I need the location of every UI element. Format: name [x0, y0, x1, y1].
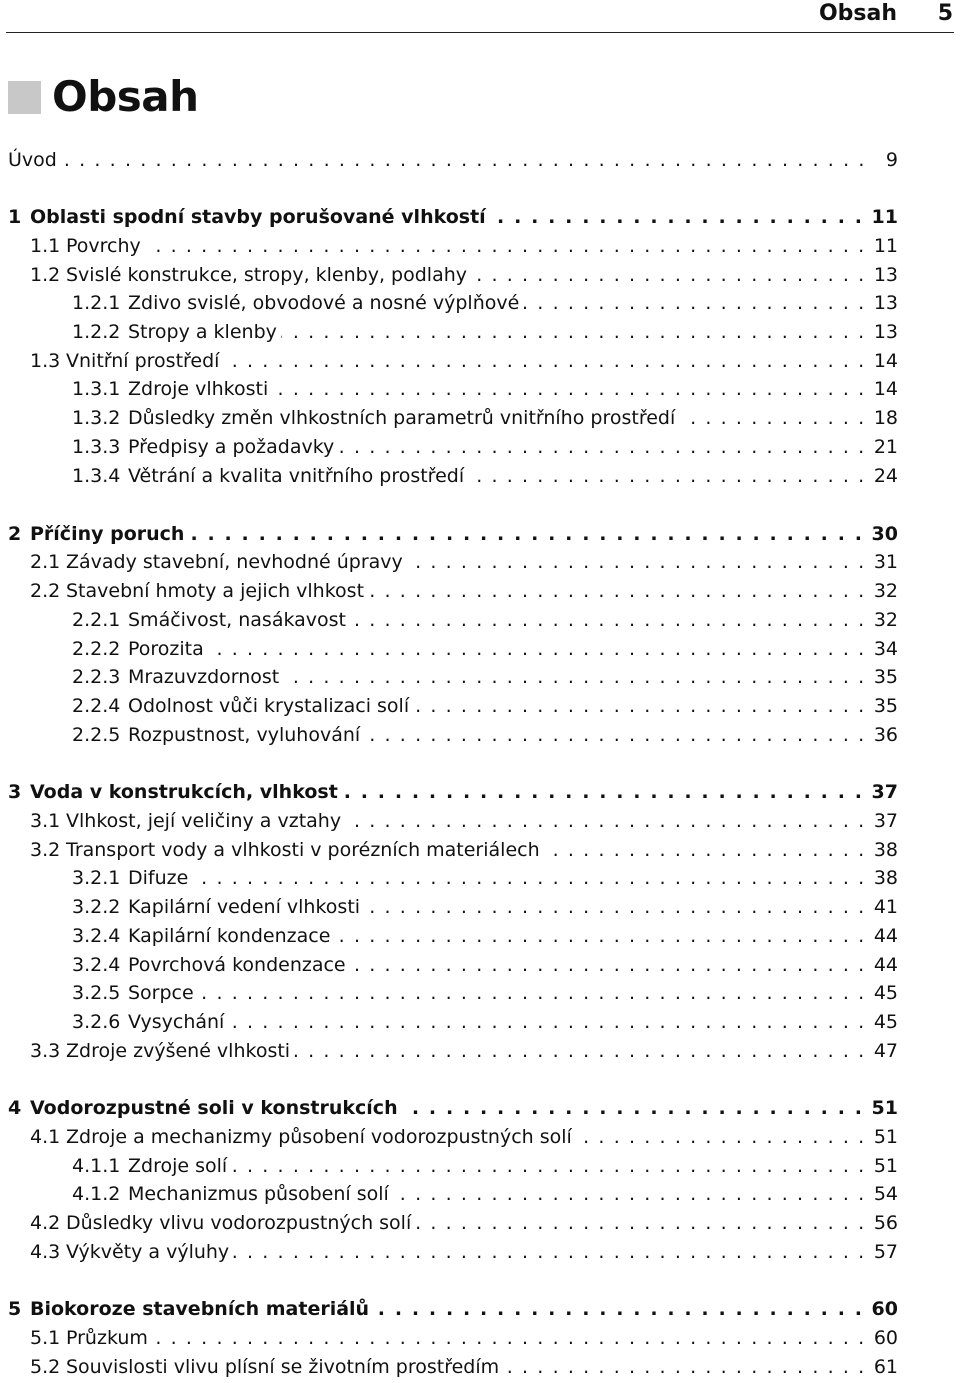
running-title: Obsah	[818, 1, 897, 26]
toc-entry[interactable]	[8, 1210, 898, 1237]
toc-entry-label: Zdivo svislé, obvodové a nosné výplňové	[128, 292, 520, 314]
toc-entry-number: 1.3.2	[72, 407, 121, 429]
toc-entry-page: 14	[873, 350, 898, 372]
toc-entry-label: Vysychání	[128, 1011, 225, 1033]
toc-entry-page: 11	[873, 235, 898, 257]
toc-entry-number: 3.2.2	[72, 896, 121, 918]
toc-entry[interactable]	[8, 722, 898, 749]
toc-entry-number: 1	[8, 206, 22, 228]
dot-leader	[468, 463, 866, 490]
toc-entry-label: Transport vody a vlhkosti v porézních materiálech	[66, 839, 540, 861]
toc-entry[interactable]	[8, 808, 898, 835]
toc-entry-number: 3.2.4	[72, 954, 121, 976]
dot-leader	[231, 1153, 866, 1180]
toc-entry-number: 3.2.5	[72, 982, 121, 1004]
heading-square-icon	[8, 81, 41, 114]
dot-leader	[294, 1038, 866, 1065]
dot-leader	[188, 521, 863, 548]
toc-entry-number: 4.1	[30, 1126, 61, 1148]
toc-entry-page: 44	[873, 925, 898, 947]
toc-entry-label: Příčiny poruch	[30, 523, 185, 545]
toc-entry-page: 13	[873, 321, 898, 343]
toc-entry[interactable]	[8, 1153, 898, 1180]
dot-leader	[223, 348, 865, 375]
toc-entry-label: Zdroje a mechanizmy působení vodorozpustných solí	[66, 1126, 572, 1148]
toc-entry[interactable]	[8, 923, 898, 950]
toc-entry[interactable]	[8, 636, 898, 663]
toc-entry[interactable]	[8, 1038, 898, 1065]
toc-entry[interactable]	[8, 693, 898, 720]
dot-leader	[373, 1296, 863, 1323]
toc-entry-number: 2.2.2	[72, 638, 121, 660]
dot-leader	[402, 1095, 864, 1122]
dot-leader	[208, 636, 866, 663]
toc-entry[interactable]	[8, 865, 898, 892]
toc-entry-page: 38	[873, 839, 898, 861]
toc-entry-number: 3.2.4	[72, 925, 121, 947]
toc-entry-page: 13	[873, 264, 898, 286]
toc-entry[interactable]	[8, 980, 898, 1007]
toc-entry-label: Sorpce	[128, 982, 194, 1004]
toc-entry-label: Svislé konstrukce, stropy, klenby, podlahy	[66, 264, 468, 286]
toc-entry-page: 47	[873, 1040, 898, 1062]
toc-entry[interactable]	[8, 1325, 898, 1352]
toc-entry-label: Průzkum	[66, 1327, 148, 1349]
toc-entry[interactable]	[8, 779, 898, 806]
toc-entry-number: 5.1	[30, 1327, 61, 1349]
toc-entry-number: 1.3	[30, 350, 61, 372]
toc-entry[interactable]	[8, 664, 898, 691]
toc-entry-page: 56	[873, 1212, 898, 1234]
toc-entry-page: 37	[873, 810, 898, 832]
dot-leader	[345, 808, 866, 835]
toc-entry-label: Kapilární vedení vlhkosti	[128, 896, 361, 918]
toc-entry-label: Stavební hmoty a jejich vlhkost	[66, 580, 365, 602]
toc-entry-label: Povrchová kondenzace	[128, 954, 346, 976]
toc-entry-label: Biokoroze stavebních materiálů	[30, 1298, 370, 1320]
toc-entry-page: 45	[873, 1011, 898, 1033]
page-header	[0, 0, 960, 36]
toc-entry-label: Kapilární kondenzace	[128, 925, 331, 947]
dot-leader	[407, 549, 866, 576]
dot-leader	[415, 1210, 866, 1237]
page-number: 5	[937, 1, 953, 26]
toc-entry-page: 37	[871, 781, 898, 803]
toc-entry-page: 30	[871, 523, 898, 545]
toc-entry-page: 45	[873, 982, 898, 1004]
dot-leader	[544, 837, 866, 864]
toc-entry-label: Voda v konstrukcích, vlhkost	[30, 781, 338, 803]
toc-entry[interactable]	[8, 434, 898, 461]
toc-entry-number: 1.3.1	[72, 378, 121, 400]
toc-entry-label: Důsledky změn vlhkostních parametrů vnitřního prostředí	[128, 407, 676, 429]
toc-entry-number: 5	[8, 1298, 22, 1320]
toc-entry-number: 1.2.1	[72, 292, 121, 314]
toc-entry-label: Stropy a klenby	[128, 321, 277, 343]
toc-entry-page: 35	[873, 695, 898, 717]
toc-entry-label: Porozita	[128, 638, 204, 660]
page-heading	[8, 72, 199, 122]
toc-entry-page: 51	[873, 1126, 898, 1148]
toc-entry-label: Oblasti spodní stavby porušované vlhkostí	[30, 206, 486, 228]
toc-entry[interactable]	[8, 204, 898, 231]
toc-entry-number: 1.2	[30, 264, 61, 286]
toc-entry[interactable]	[8, 1095, 898, 1122]
dot-leader	[152, 1325, 866, 1352]
toc-entry-number: 5.2	[30, 1356, 61, 1378]
toc-entry-page: 21	[873, 436, 898, 458]
toc-entry[interactable]	[8, 837, 898, 864]
toc-entry-number: 4	[8, 1097, 22, 1119]
toc-entry-page: 36	[873, 724, 898, 746]
dot-leader	[364, 894, 866, 921]
toc-entry-label: Vnitřní prostředí	[66, 350, 220, 372]
toc-entry-label: Rozpustnost, vyluhování	[128, 724, 361, 746]
toc-entry-label: Odolnost vůči krystalizaci solí	[128, 695, 410, 717]
toc-entry[interactable]	[8, 262, 898, 289]
toc-entry-page: 31	[873, 551, 898, 573]
dot-leader	[145, 233, 866, 260]
toc-entry-label: Zdroje solí	[128, 1155, 228, 1177]
toc-entry[interactable]	[8, 233, 898, 260]
toc-entry-page: 51	[871, 1097, 898, 1119]
toc-entry-label: Větrání a kvalita vnitřního prostředí	[128, 465, 465, 487]
toc-entry-label: Mrazuvzdornost	[128, 666, 280, 688]
toc-entry-label: Difuze	[128, 867, 189, 889]
toc-entry-page: 32	[873, 580, 898, 602]
toc-entry[interactable]	[8, 894, 898, 921]
dot-leader	[61, 147, 866, 174]
toc-entry-page: 11	[871, 206, 898, 228]
toc-entry-label: Důsledky vlivu vodorozpustných solí	[66, 1212, 412, 1234]
toc-entry-page: 61	[873, 1356, 898, 1378]
toc-entry-page: 44	[873, 954, 898, 976]
toc-entry-number: 2	[8, 523, 22, 545]
toc-entry-number: 3.2	[30, 839, 61, 861]
toc-entry[interactable]	[8, 952, 898, 979]
toc-entry-number: 4.1.1	[72, 1155, 121, 1177]
dot-leader	[523, 290, 866, 317]
toc-entry-label: Vlhkost, její veličiny a vztahy	[66, 810, 342, 832]
toc-entry-page: 9	[885, 149, 898, 171]
toc-entry[interactable]	[8, 1009, 898, 1036]
toc-entry-page: 32	[873, 609, 898, 631]
toc-entry-label: Předpisy a požadavky	[128, 436, 335, 458]
toc-entry[interactable]	[8, 463, 898, 490]
toc-entry-number: 3.3	[30, 1040, 61, 1062]
dot-leader	[233, 1239, 866, 1266]
dot-leader	[364, 722, 866, 749]
toc-entry-label: Vodorozpustné soli v konstrukcích	[30, 1097, 398, 1119]
dot-leader	[338, 434, 866, 461]
toc-entry-label: Zdroje zvýšené vlhkosti	[66, 1040, 291, 1062]
toc-entry-page: 13	[873, 292, 898, 314]
toc-entry-page: 60	[871, 1298, 898, 1320]
toc-entry-number: 1.3.4	[72, 465, 121, 487]
toc-entry-number: 3.2.6	[72, 1011, 121, 1033]
toc-entry-number: 4.3	[30, 1241, 61, 1263]
dot-leader	[342, 779, 864, 806]
toc-entry-page: 57	[873, 1241, 898, 1263]
toc-entry-number: 2.2.5	[72, 724, 121, 746]
toc-entry-label: Zdroje vlhkosti	[128, 378, 269, 400]
toc-entry[interactable]	[8, 405, 898, 432]
toc-entry-page: 35	[873, 666, 898, 688]
toc-entry-number: 1.3.3	[72, 436, 121, 458]
dot-leader	[228, 1009, 865, 1036]
toc-entry[interactable]	[8, 521, 898, 548]
toc-entry-number: 3.1	[30, 810, 61, 832]
dot-leader	[471, 262, 866, 289]
toc-entry[interactable]	[8, 1296, 898, 1323]
toc-entry-page: 18	[873, 407, 898, 429]
toc-entry-label: Souvislosti vlivu plísní se životním prostředím	[66, 1356, 500, 1378]
dot-leader	[350, 952, 866, 979]
toc-entry[interactable]	[8, 348, 898, 375]
toc-entry[interactable]	[8, 607, 898, 634]
toc-entry[interactable]	[8, 1124, 898, 1151]
toc-entry-number: 1.2.2	[72, 321, 121, 343]
toc-entry-number: 2.2.3	[72, 666, 121, 688]
toc-entry-page: 41	[873, 896, 898, 918]
toc-entry-number: 2.2.4	[72, 695, 121, 717]
toc-entry-label: Výkvěty a výluhy	[66, 1241, 230, 1263]
dot-leader	[198, 980, 866, 1007]
toc-entry-page: 34	[873, 638, 898, 660]
dot-leader	[334, 923, 865, 950]
dot-leader	[272, 376, 866, 403]
toc-entry[interactable]	[8, 1354, 898, 1381]
dot-leader	[490, 204, 864, 231]
toc-entry-page: 51	[873, 1155, 898, 1177]
dot-leader	[281, 319, 866, 346]
header-divider	[6, 32, 954, 33]
toc-entry-page: 14	[873, 378, 898, 400]
dot-leader	[576, 1124, 866, 1151]
toc-entry-label: Úvod	[8, 149, 57, 171]
toc-entry-page: 24	[873, 465, 898, 487]
dot-leader	[283, 664, 866, 691]
dot-leader	[679, 405, 866, 432]
toc-entry[interactable]	[8, 376, 898, 403]
dot-leader	[503, 1354, 866, 1381]
toc-entry-number: 2.2	[30, 580, 61, 602]
dot-leader	[368, 578, 866, 605]
toc-entry[interactable]	[8, 319, 898, 346]
toc-entry-number: 2.1	[30, 551, 61, 573]
toc-entry-page: 54	[873, 1183, 898, 1205]
toc-entry-page: 38	[873, 867, 898, 889]
toc-entry-number: 4.1.2	[72, 1183, 121, 1205]
toc-entry-label: Závady stavební, nevhodné úpravy	[66, 551, 403, 573]
toc-entry-number: 2.2.1	[72, 609, 121, 631]
toc-entry-number: 3	[8, 781, 22, 803]
toc-entry[interactable]	[8, 147, 898, 174]
toc-entry-number: 1.1	[30, 235, 61, 257]
toc-entry-page: 60	[873, 1327, 898, 1349]
toc-entry-label: Mechanizmus působení solí	[128, 1183, 389, 1205]
toc-entry[interactable]	[8, 1181, 898, 1208]
dot-leader	[393, 1181, 866, 1208]
dot-leader	[192, 865, 866, 892]
toc-entry-label: Povrchy	[66, 235, 141, 257]
toc-entry[interactable]	[8, 290, 898, 317]
toc-entry[interactable]	[8, 1239, 898, 1266]
toc-entry[interactable]	[8, 578, 898, 605]
toc-entry[interactable]	[8, 549, 898, 576]
dot-leader	[350, 607, 866, 634]
toc-entry-number: 3.2.1	[72, 867, 121, 889]
page-title: Obsah	[52, 72, 199, 121]
dot-leader	[413, 693, 866, 720]
toc-entry-number: 4.2	[30, 1212, 61, 1234]
toc-entry-label: Smáčivost, nasákavost	[128, 609, 346, 631]
